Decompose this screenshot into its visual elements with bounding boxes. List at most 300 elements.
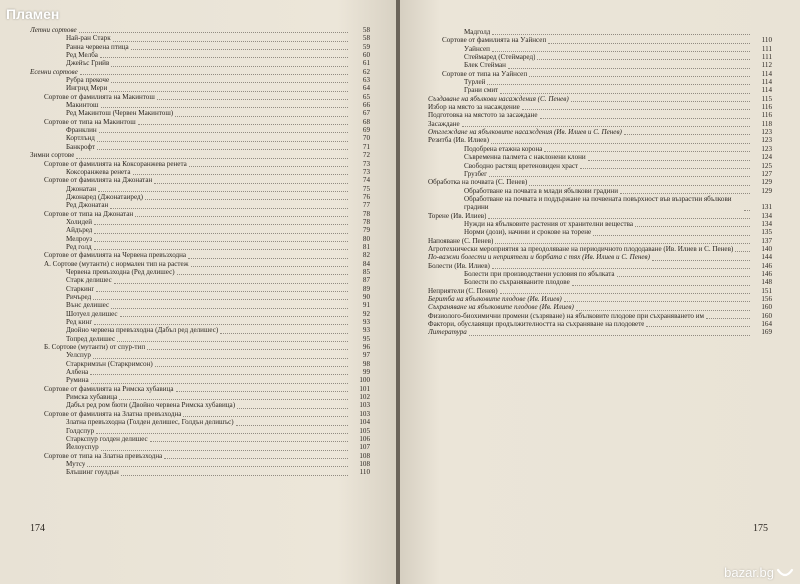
toc-entry-page: 105: [359, 426, 370, 435]
dot-leader: [617, 275, 750, 277]
toc-entry-title: Резитба (Ив. Илиев): [428, 136, 490, 145]
dot-leader: [469, 334, 750, 336]
dot-leader: [121, 474, 348, 476]
toc-entry-page: 96: [362, 343, 370, 352]
toc-entry-title: Агротехнически мероприятия за преодоляване на периодичното плододаване (Ив. Илиев и С. Пенев): [428, 244, 734, 253]
toc-entry: [30, 293, 370, 301]
toc-entry: [30, 260, 370, 268]
toc-entry-page: 115: [761, 94, 772, 103]
toc-entry-page: 58: [362, 34, 370, 43]
toc-entry-title: Коксоранжева ренета: [66, 167, 131, 176]
toc-entry: [30, 268, 370, 276]
page-number-right: 175: [753, 523, 768, 534]
dot-leader: [111, 307, 348, 309]
toc-entry-title: Банкрофт: [66, 142, 96, 151]
dot-leader: [175, 115, 348, 117]
toc-entry-page: 123: [761, 128, 772, 137]
toc-entry: [30, 143, 370, 151]
toc-entry-page: 91: [362, 301, 370, 310]
dot-leader: [157, 98, 348, 100]
toc-entry-title: Зимни сортове: [30, 151, 75, 160]
toc-entry-page: 116: [761, 111, 772, 120]
toc-entry-title: Айдъред: [66, 226, 93, 235]
toc-entry-page: 87: [362, 276, 370, 285]
dot-leader: [593, 234, 750, 236]
toc-entry-title: Йелоуспур: [66, 443, 99, 452]
dot-leader: [571, 100, 750, 102]
toc-entry: [30, 418, 370, 426]
toc-entry-page: 63: [362, 76, 370, 85]
toc-entry-page: 118: [761, 119, 772, 128]
toc-entry: [428, 187, 772, 195]
toc-entry: [30, 43, 370, 51]
toc-entry-page: 112: [761, 61, 772, 70]
dot-leader: [114, 282, 348, 284]
toc-entry: [30, 326, 370, 334]
toc-entry-title: Създаване на ябълкови насаждения (С. Пенев): [428, 94, 569, 103]
toc-entry: [30, 101, 370, 109]
toc-entry-page: 73: [362, 159, 370, 168]
toc-entry-title: Джейъс Грийв: [66, 59, 110, 68]
toc-entry-page: 110: [359, 468, 370, 477]
dot-leader: [131, 48, 348, 50]
toc-entry-title: Грузбег: [464, 169, 488, 178]
toc-entry-page: 78: [362, 217, 370, 226]
toc-entry: [30, 301, 370, 309]
dot-leader: [113, 40, 348, 42]
toc-entry-title: Ранна червена птица: [66, 42, 129, 51]
toc-entry-title: Рубра прекоче: [66, 76, 110, 85]
dot-leader: [492, 33, 750, 35]
dot-leader: [150, 440, 348, 442]
dot-leader: [79, 31, 348, 33]
toc-entry: [30, 68, 370, 76]
toc-entry: [30, 26, 370, 34]
right-page: [400, 0, 800, 584]
toc-entry-title: Физиолого-биохимични промени (съзряване) на ябълковите плодове при съхраняването им: [428, 311, 705, 320]
toc-entry-page: 111: [761, 53, 772, 62]
toc-entry-title: Макинтош: [66, 101, 99, 110]
toc-entry-page: 66: [362, 101, 370, 110]
toc-entry-title: Грани смит: [464, 86, 499, 95]
toc-entry-title: Обработване на почвата в млади ябълкови градини: [464, 186, 619, 195]
dot-leader: [109, 90, 348, 92]
toc-entry-page: 148: [761, 278, 772, 287]
toc-entry: [30, 193, 370, 201]
dot-leader: [93, 298, 348, 300]
toc-entry-page: 76: [362, 192, 370, 201]
watermark-name: Пламен: [6, 6, 60, 22]
dot-leader: [135, 215, 348, 217]
toc-entry-title: Червена превъзходна (Ред делишес): [66, 267, 175, 276]
toc-entry: [428, 45, 772, 53]
toc-entry: [30, 393, 370, 401]
dot-leader: [147, 348, 348, 350]
dot-leader: [138, 123, 348, 125]
toc-entry-page: 129: [761, 186, 772, 195]
toc-entry-page: 108: [359, 459, 370, 468]
dot-leader: [154, 182, 348, 184]
toc-entry-title: Подобрена етажна корона: [464, 144, 543, 153]
toc-entry: [428, 145, 772, 153]
toc-entry-title: Сортове от фамилията на Червена превъзходна: [44, 251, 187, 260]
toc-entry: [428, 86, 772, 94]
toc-entry-page: 125: [761, 161, 772, 170]
toc-entry-title: Болести по съхраняваните плодове: [464, 278, 570, 287]
toc-entry-title: Ингрид Мери: [66, 84, 108, 93]
dot-leader: [564, 300, 750, 302]
toc-entry: [30, 376, 370, 384]
toc-entry-title: Турлей: [464, 78, 486, 87]
dot-leader: [117, 340, 348, 342]
toc-entry-title: Римска хубавица: [66, 393, 118, 402]
toc-entry: [30, 385, 370, 393]
toc-entry-page: 61: [362, 59, 370, 68]
toc-entry: [428, 28, 772, 36]
dot-leader: [176, 390, 348, 392]
toc-entry-page: 110: [761, 36, 772, 45]
toc-entry-page: 97: [362, 351, 370, 360]
toc-entry-page: 144: [761, 253, 772, 262]
toc-entry-title: Уелспур: [66, 351, 91, 360]
toc-entry-page: 146: [761, 269, 772, 278]
toc-entry-title: Б. Сортове (мутанти) от спур-тип: [44, 343, 146, 352]
toc-entry: [30, 226, 370, 234]
dot-leader: [491, 142, 750, 144]
toc-entry-page: 78: [362, 209, 370, 218]
toc-entry-page: 82: [362, 251, 370, 260]
dot-leader: [576, 309, 750, 311]
toc-entry: [30, 151, 370, 159]
dot-leader: [646, 325, 750, 327]
toc-entry-page: 123: [761, 136, 772, 145]
toc-entry-title: Ред кинг: [66, 318, 93, 327]
toc-entry: [428, 278, 772, 286]
toc-entry-page: 73: [362, 167, 370, 176]
toc-entry-title: Двойно червена превъзходна (Дабъл ред делишес): [66, 326, 219, 335]
toc-entry-page: 146: [761, 261, 772, 270]
dot-leader: [100, 56, 348, 58]
toc-entry: [30, 460, 370, 468]
dot-leader: [99, 131, 348, 133]
toc-entry-page: 129: [761, 178, 772, 187]
toc-entry: [30, 468, 370, 476]
dot-leader: [111, 65, 348, 67]
toc-entry: [30, 360, 370, 368]
toc-entry-title: Съхраняване на ябълковите плодове (Ив. Илиев): [428, 303, 574, 312]
toc-entry-title: Напояване (С. Пенев): [428, 236, 494, 245]
dot-leader: [735, 250, 750, 252]
toc-entry: [30, 76, 370, 84]
toc-entry: [428, 95, 772, 103]
toc-entry-title: Сортове от фамилията на Златна превъзходна: [44, 409, 182, 418]
toc-entry-page: 67: [362, 109, 370, 118]
dot-leader: [145, 198, 348, 200]
toc-entry: [428, 295, 772, 303]
toc-entry: [428, 262, 772, 270]
toc-entry: [428, 53, 772, 61]
toc-entry: [30, 310, 370, 318]
toc-entry-page: 93: [362, 326, 370, 335]
toc-entry-page: 164: [761, 320, 772, 329]
dot-leader: [189, 165, 348, 167]
toc-entry: [428, 153, 772, 161]
dot-leader: [620, 192, 750, 194]
toc-entry: [30, 34, 370, 42]
toc-entry: [428, 237, 772, 245]
toc-entry: [30, 59, 370, 67]
dot-leader: [98, 190, 348, 192]
dot-leader: [87, 465, 348, 467]
toc-entry: [428, 195, 772, 212]
toc-entry-title: Топред делишес: [66, 334, 116, 343]
toc-entry-page: 77: [362, 201, 370, 210]
toc-entry-title: Блек Стейман: [464, 61, 506, 70]
toc-entry-title: Сортове от типа на Джонатан: [44, 209, 134, 218]
dot-leader: [236, 424, 348, 426]
toc-entry: [30, 185, 370, 193]
toc-entry: [428, 36, 772, 44]
dot-leader: [540, 117, 751, 119]
toc-entry-title: Болести при производствени условия по ябълката: [464, 269, 615, 278]
toc-entry: [30, 401, 370, 409]
toc-entry-page: 137: [761, 236, 772, 245]
toc-entry-page: 127: [761, 169, 772, 178]
toc-entry-title: Джонаред (Джонатаиред): [66, 192, 143, 201]
dot-leader: [529, 75, 750, 77]
toc-entry: [428, 136, 772, 144]
toc-entry-title: Албена: [66, 368, 89, 377]
toc-entry-title: Дабъл ред ром бюти (Двойно червена Римска хубавица): [66, 401, 236, 410]
toc-entry-page: 100: [359, 376, 370, 385]
dot-leader: [580, 167, 750, 169]
toc-entry: [30, 235, 370, 243]
toc-entry: [428, 303, 772, 311]
dot-leader: [101, 106, 348, 108]
toc-entry-page: 99: [362, 368, 370, 377]
toc-entry: [428, 212, 772, 220]
dot-leader: [548, 42, 750, 44]
toc-entry-page: 107: [359, 443, 370, 452]
toc-entry-page: 85: [362, 267, 370, 276]
toc-entry: [30, 201, 370, 209]
toc-entry-title: Най-ран Старк: [66, 34, 111, 43]
toc-entry-page: 68: [362, 117, 370, 126]
page-number-left: 174: [30, 523, 45, 534]
toc-entry-title: Неприятели (С. Пенев): [428, 286, 498, 295]
toc-entry-title: Подготовка на мястото за засаждане: [428, 111, 538, 120]
dot-leader: [544, 150, 750, 152]
toc-entry-title: Ред Мелба: [66, 51, 98, 60]
toc-entry: [30, 285, 370, 293]
toc-entry-page: 65: [362, 92, 370, 101]
toc-entry-page: 131: [761, 203, 772, 212]
dot-leader: [91, 382, 348, 384]
toc-entry-title: Старкинг: [66, 284, 95, 293]
dot-leader: [80, 73, 348, 75]
dot-leader: [120, 315, 348, 317]
toc-entry-title: Сортове от фамилията на Уайнсеп: [442, 36, 547, 45]
toc-entry-page: 124: [761, 153, 772, 162]
toc-entry-page: 114: [761, 69, 772, 78]
toc-entry: [30, 335, 370, 343]
toc-entry-page: 80: [362, 234, 370, 243]
dot-leader: [97, 140, 348, 142]
toc-entry-page: 84: [362, 259, 370, 268]
toc-entry-title: Норми (дози), начини и срокове на торене: [464, 228, 592, 237]
toc-entry-title: Уайнсеп: [464, 44, 490, 53]
toc-entry-title: Стеймаред (Стеймаред): [464, 53, 536, 62]
toc-entry-title: По-важни болести и неприятели и борбата с тях (Ив. Илиев и С. Пенев): [428, 253, 650, 262]
toc-entry-page: 60: [362, 51, 370, 60]
toc-entry: [30, 118, 370, 126]
toc-entry-page: 98: [362, 359, 370, 368]
toc-entry-page: 90: [362, 293, 370, 301]
toc-entry: [30, 134, 370, 142]
toc-entry-page: 81: [362, 242, 370, 251]
toc-entry-title: Литература: [428, 328, 467, 337]
toc-entry-title: Вънс делишес: [66, 301, 110, 310]
toc-entry: [30, 343, 370, 351]
toc-entry-page: 93: [362, 318, 370, 327]
toc-entry-title: Сортове от типа на Уайнсеп: [442, 69, 528, 78]
toc-entry-page: 135: [761, 228, 772, 237]
dot-leader: [624, 133, 750, 135]
dot-leader: [76, 157, 348, 159]
toc-entry: [428, 103, 772, 111]
toc-entry: [30, 84, 370, 92]
toc-entry-page: 123: [761, 144, 772, 153]
toc-entry-page: 160: [761, 303, 772, 312]
table-of-contents-right: [428, 28, 772, 337]
dot-leader: [90, 373, 348, 375]
dot-leader: [94, 248, 348, 250]
toc-entry-title: Съвременна палмета с наклонени клони: [464, 153, 586, 162]
toc-entry-page: 114: [761, 78, 772, 87]
toc-entry-title: Фактори, обуславящи продължителността на съхраняване на плодовете: [428, 320, 645, 329]
dot-leader: [110, 207, 348, 209]
toc-entry-page: 108: [359, 451, 370, 460]
toc-entry-title: Свободно растящ вретеновиден храст: [464, 161, 579, 170]
toc-entry-title: Обработване на почвата и поддържане на почвената повърхност във възрастни ябълкови градини: [464, 194, 732, 212]
toc-entry-title: Сортове от фамилията на Макинтош: [44, 92, 155, 101]
toc-entry-page: 62: [362, 67, 370, 76]
dot-leader: [588, 159, 750, 161]
dot-leader: [500, 92, 750, 94]
toc-entry-title: Шотуел делишес: [66, 309, 118, 318]
toc-entry-title: Ред голд: [66, 242, 92, 251]
toc-entry-page: 104: [359, 418, 370, 427]
toc-entry-page: 72: [362, 151, 370, 160]
toc-entry: [428, 270, 772, 278]
dot-leader: [462, 125, 750, 127]
toc-entry: [428, 245, 772, 253]
toc-entry: [30, 435, 370, 443]
dot-leader: [706, 317, 750, 319]
toc-entry: [30, 51, 370, 59]
dot-leader: [101, 449, 348, 451]
dot-leader: [177, 273, 348, 275]
toc-entry: [428, 111, 772, 119]
dot-leader: [94, 323, 348, 325]
dot-leader: [635, 225, 750, 227]
dot-leader: [164, 457, 348, 459]
toc-entry: [30, 243, 370, 251]
dot-leader: [97, 148, 348, 150]
left-page: [0, 0, 397, 584]
dot-leader: [489, 175, 750, 177]
table-of-contents-left: [30, 26, 370, 477]
toc-entry: [30, 368, 370, 376]
toc-entry: [428, 61, 772, 69]
toc-entry: [30, 168, 370, 176]
toc-entry: [30, 210, 370, 218]
toc-entry-page: 151: [761, 286, 772, 295]
toc-entry-title: Мелроуз: [66, 234, 93, 243]
dot-leader: [119, 398, 348, 400]
dot-leader: [492, 50, 750, 52]
toc-entry-page: 160: [761, 311, 772, 320]
toc-entry: [30, 351, 370, 359]
toc-entry-title: Джонатан: [66, 184, 97, 193]
dot-leader: [96, 290, 348, 292]
toc-entry: [30, 176, 370, 184]
toc-entry: [428, 287, 772, 295]
toc-entry-page: 103: [359, 401, 370, 410]
toc-entry: [30, 109, 370, 117]
toc-entry-title: Блъшинг гоулдън: [66, 468, 119, 477]
toc-entry-page: 79: [362, 226, 370, 235]
bazar-logo: [724, 565, 794, 580]
toc-entry-title: Старкримзън (Старкримсон): [66, 359, 153, 368]
toc-entry-title: Ричъред: [66, 293, 92, 301]
toc-entry-title: Сортове от фамилията на Коксоранжева ренета: [44, 159, 187, 168]
dot-leader: [188, 257, 348, 259]
toc-entry-title: Нужди на ябълковите растения от хранителни вещества: [464, 219, 634, 228]
dot-leader: [191, 265, 348, 267]
toc-entry-title: Отглеждане на ябълковите насаждения (Ив. Илиев и С. Пенев): [428, 128, 622, 137]
toc-entry: [428, 228, 772, 236]
toc-entry-page: 140: [761, 244, 772, 253]
toc-entry: [428, 70, 772, 78]
toc-entry: [428, 170, 772, 178]
toc-entry-title: Торене (Ив. Илиев): [428, 211, 487, 220]
toc-entry-page: 114: [761, 86, 772, 95]
dot-leader: [220, 332, 348, 334]
toc-entry-page: 101: [359, 384, 370, 393]
toc-entry-page: 111: [761, 44, 772, 53]
dot-leader: [94, 240, 348, 242]
toc-entry-title: Беритба на ябълковите плодове (Ив. Илиев): [428, 295, 562, 303]
toc-entry-page: 75: [362, 184, 370, 193]
dot-leader: [93, 357, 348, 359]
toc-entry: [30, 93, 370, 101]
toc-entry: [30, 160, 370, 168]
dot-leader: [487, 83, 750, 85]
toc-entry-title: Ред Макинтош (Червен Макинтош): [66, 109, 174, 118]
toc-entry-title: Франклин: [66, 126, 97, 135]
toc-entry: [428, 128, 772, 136]
toc-entry: [30, 427, 370, 435]
toc-entry-page: 64: [362, 84, 370, 93]
toc-entry: [428, 328, 772, 336]
dot-leader: [488, 217, 750, 219]
dot-leader: [744, 209, 750, 211]
dot-leader: [237, 407, 348, 409]
toc-entry-page: 134: [761, 211, 772, 220]
toc-entry-page: 70: [362, 134, 370, 143]
toc-entry-title: Засаждане: [428, 119, 460, 128]
